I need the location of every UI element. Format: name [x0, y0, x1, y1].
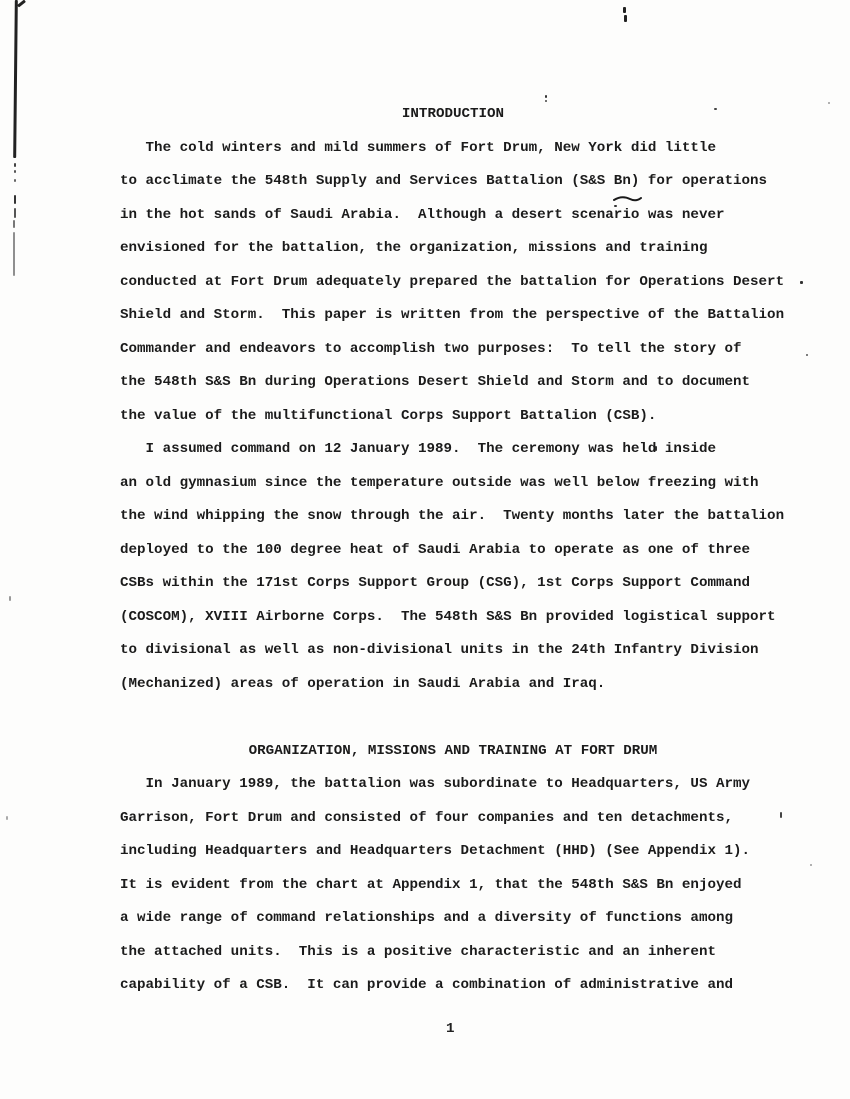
text-line: the 548th S&S Bn during Operations Desert Shield and Storm and to document — [120, 374, 751, 390]
text-line: Garrison, Fort Drum and consisted of four companies and ten detachments, — [120, 809, 733, 826]
text-line: the value of the multifunctional Corps Support Battalion (CSB). — [120, 407, 657, 424]
scan-line-segment — [13, 232, 15, 276]
text-line: In January 1989, the battalion was subordinate to Headquarters, US Army — [120, 776, 751, 792]
ink-speck — [6, 816, 8, 820]
text-line: (COSCOM), XVIII Airborne Corps. The 548th S&S Bn provided logistical support — [120, 608, 776, 625]
scan-line-segment — [14, 163, 16, 167]
text-line: Shield and Storm. This paper is written from the perspective of the Battalion — [120, 307, 785, 323]
text-line: to divisional as well as non-divisional units in the 24th Infantry Division — [120, 642, 759, 658]
text-line: (Mechanized) areas of operation in Saudi Arabia and Iraq. — [120, 675, 606, 692]
ink-speck — [623, 7, 626, 13]
ink-speck — [810, 864, 812, 866]
text-line: a wide range of command relationships and a diversity of functions among — [120, 910, 733, 926]
text-line: The cold winters and mild summers of Fort Drum, New York did little — [120, 139, 716, 156]
scan-line-segment — [13, 220, 15, 228]
text-line: including Headquarters and Headquarters Detachment (HHD) (See Appendix 1). — [120, 843, 751, 859]
text-line: the attached units. This is a positive characteristic and an inherent — [120, 943, 716, 960]
section-heading: INTRODUCTION — [401, 106, 505, 122]
section-heading: ORGANIZATION, MISSIONS AND TRAINING AT FORT DRUM — [248, 742, 658, 759]
ink-speck — [9, 596, 11, 601]
text-line: It is evident from the chart at Appendix 1, that the 548th S&S Bn enjoyed — [120, 876, 742, 893]
text-line: capability of a CSB. It can provide a combination of administrative and — [120, 977, 733, 993]
text-line: an old gymnasium since the temperature outside was well below freezing with — [120, 474, 759, 491]
text-line: I assumed command on 12 January 1989. The ceremony was held inside — [120, 441, 716, 457]
scan-line-segment — [13, 0, 18, 158]
scan-line-segment — [14, 208, 16, 218]
ink-speck — [806, 354, 808, 356]
text-line: in the hot sands of Saudi Arabia. Although a desert scenario was never — [120, 206, 725, 223]
page-number: 1 — [446, 1021, 455, 1037]
blank-line — [120, 701, 786, 735]
document-body — [120, 98, 786, 1003]
scan-line-hook — [17, 0, 26, 7]
text-line: to acclimate the 548th Supply and Services Battalion (S&S Bn) for operations — [120, 173, 768, 189]
scan-line-segment — [14, 179, 16, 182]
text-line: conducted at Fort Drum adequately prepared the battalion for Operations Desert — [120, 273, 785, 290]
scan-line-segment — [14, 195, 16, 204]
ink-speck — [828, 102, 830, 104]
text-line: envisioned for the battalion, the organization, missions and training — [120, 240, 708, 256]
text-line: the wind whipping the snow through the air. Twenty months later the battalion — [120, 508, 785, 524]
text-line: deployed to the 100 degree heat of Saudi Arabia to operate as one of three — [120, 541, 751, 558]
text-line: Commander and endeavors to accomplish two purposes: To tell the story of — [120, 340, 742, 357]
scan-line-segment — [14, 170, 16, 173]
text-line: CSBs within the 171st Corps Support Group (CSG), 1st Corps Support Command — [120, 575, 751, 591]
ink-speck — [624, 15, 627, 22]
ink-speck — [800, 281, 803, 284]
